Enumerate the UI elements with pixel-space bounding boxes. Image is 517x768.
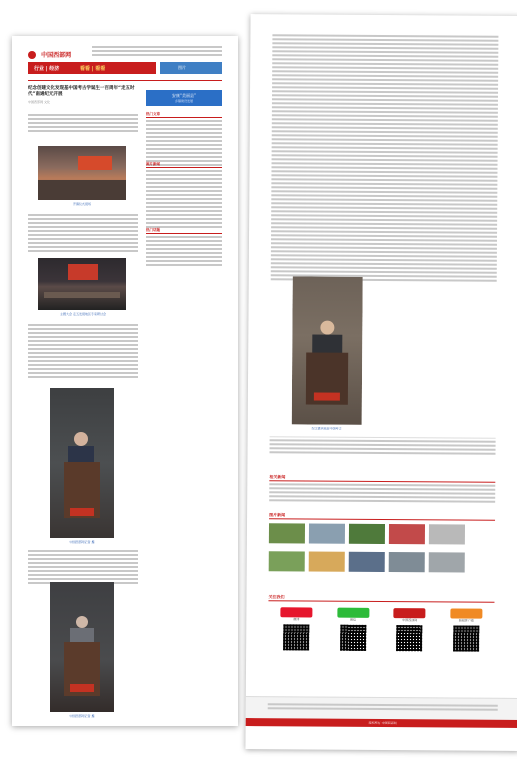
share-section: 关注我们 微博 微信 中国西部网 新闻客户端 bbox=[268, 594, 494, 652]
caption-3: 中国西部网记者 摄 bbox=[69, 540, 95, 544]
image-news-item[interactable] bbox=[269, 523, 305, 543]
right-article-text-1 bbox=[271, 32, 499, 284]
top-nav[interactable] bbox=[92, 44, 222, 58]
image-news-item[interactable] bbox=[429, 552, 465, 572]
image-news-item[interactable] bbox=[429, 524, 465, 544]
related-news[interactable]: 相关新闻 bbox=[269, 474, 495, 505]
logo-text: 中国西部网 bbox=[41, 52, 72, 59]
article-photo-3 bbox=[50, 388, 114, 538]
image-news-item[interactable] bbox=[269, 551, 305, 571]
sidebar-topics[interactable]: 热门话题 bbox=[146, 228, 222, 268]
image-news-item[interactable] bbox=[309, 523, 345, 543]
footer-links[interactable] bbox=[246, 696, 517, 720]
left-page-screenshot bbox=[12, 36, 238, 726]
share-wechat[interactable]: 微信 bbox=[333, 608, 373, 651]
sidebar-ad[interactable]: 安康“美丽县” 乡镇建设发展 bbox=[146, 90, 222, 106]
qr-code-icon bbox=[396, 625, 422, 651]
site-logo[interactable] bbox=[28, 44, 88, 59]
article-paragraph-2 bbox=[28, 322, 138, 380]
right-caption: 纪念嘉宾致辞中国考古 bbox=[311, 426, 342, 431]
image-news-grid[interactable]: 图片新闻 bbox=[269, 512, 495, 573]
sidebar-image-news[interactable]: 图片新闻 bbox=[146, 162, 222, 230]
qr-code-icon bbox=[453, 625, 479, 651]
image-news-item[interactable] bbox=[389, 552, 425, 572]
image-news-item[interactable] bbox=[309, 551, 345, 571]
share-cnwest[interactable]: 中国西部网 bbox=[389, 608, 429, 651]
caption-4: 中国西部网记者 摄 bbox=[69, 714, 95, 718]
caption-2: 主题大会 走五发现地区专家研讨会 bbox=[60, 312, 106, 316]
share-app[interactable]: 新闻客户端 bbox=[446, 608, 486, 651]
article-photo-4 bbox=[50, 582, 114, 712]
article-paragraph-3 bbox=[28, 548, 138, 586]
right-disclaimer bbox=[269, 436, 495, 474]
image-news-item[interactable] bbox=[349, 552, 385, 572]
share-weibo[interactable]: 微博 bbox=[276, 607, 316, 650]
qr-code-icon bbox=[340, 625, 366, 651]
image-news-item[interactable] bbox=[349, 524, 385, 544]
article-title: 纪念创建文化发现基中国考古学诞生一百周年“走五时代”南通纪元开展 中国西部网 文化 bbox=[28, 86, 135, 104]
article-intro bbox=[28, 112, 138, 134]
article-paragraph-1 bbox=[28, 212, 138, 254]
qr-code-icon bbox=[283, 624, 309, 650]
breadcrumb bbox=[28, 78, 222, 81]
banner-ad-left[interactable]: 行业 | 经济 看看 | 看看 bbox=[28, 62, 156, 74]
article-photo-1 bbox=[38, 146, 126, 200]
article-photo-2 bbox=[38, 258, 126, 310]
right-article-photo bbox=[292, 276, 363, 424]
image-news-item[interactable] bbox=[389, 524, 425, 544]
caption-1: 开幕仪式现场 bbox=[72, 202, 91, 206]
footer-bar: 版权所有 中国西部网 bbox=[246, 718, 517, 728]
sidebar-hot-list[interactable]: 热门文章 bbox=[146, 112, 222, 168]
logo-mark bbox=[28, 51, 36, 59]
right-page-screenshot bbox=[245, 14, 517, 751]
banner-ad-right[interactable]: 图片 bbox=[160, 62, 222, 74]
